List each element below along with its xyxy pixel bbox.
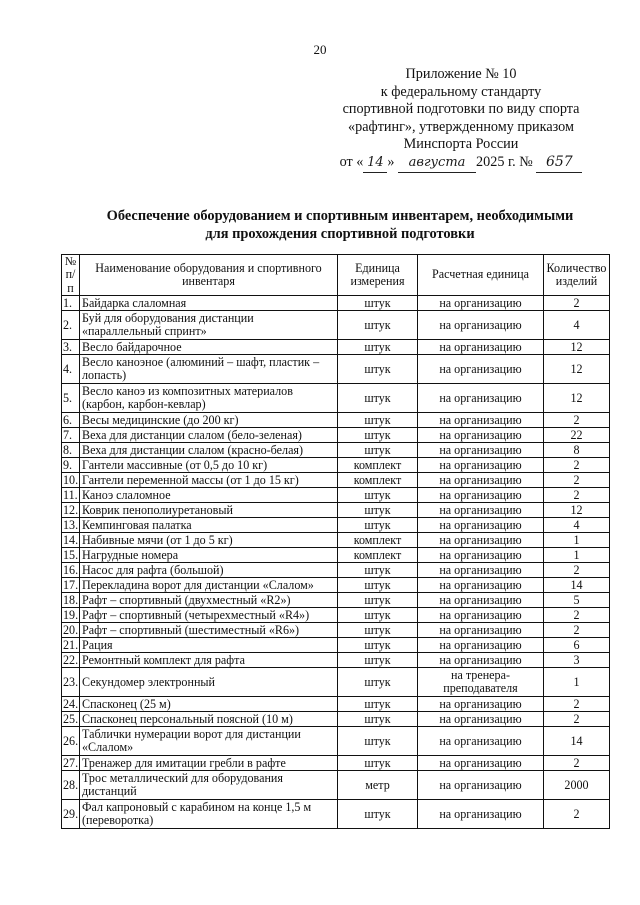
cell-qty: 2 <box>544 296 610 311</box>
appendix-line: Минспорта России <box>403 136 519 153</box>
table-row <box>62 638 610 653</box>
cell-unit: комплект <box>338 458 418 473</box>
cell-qty: 2 <box>544 458 610 473</box>
cell-unit: штук <box>338 296 418 311</box>
title-line: Обеспечение оборудованием и спортивным инвентарем, необходимыми <box>106 208 574 224</box>
cell-calc: на организацию <box>418 727 544 756</box>
cell-calc: на организацию <box>418 578 544 593</box>
cell-name: Секундомер электронный <box>80 668 338 697</box>
cell-num: 20. <box>63 622 79 637</box>
table-row <box>62 518 610 533</box>
cell-name: Тренажер для имитации гребли в рафте <box>80 756 338 771</box>
cell-qty: 1 <box>544 668 610 697</box>
cell-qty: 6 <box>544 638 610 653</box>
cell-unit: штук <box>338 653 418 668</box>
table-row <box>62 413 610 428</box>
cell-calc: на организацию <box>418 458 544 473</box>
cell-calc: на организацию <box>418 355 544 384</box>
cell-calc: на организацию <box>418 413 544 428</box>
cell-unit: штук <box>338 488 418 503</box>
cell-unit: штук <box>338 443 418 458</box>
cell-num: 1. <box>62 296 80 311</box>
cell-num: 22. <box>63 652 79 667</box>
cell-num: 18. <box>63 592 79 607</box>
cell-name: Насос для рафта (большой) <box>80 563 338 578</box>
date-year: 2025 г. № <box>476 153 533 170</box>
table-row <box>62 623 610 638</box>
cell-calc: на организацию <box>418 608 544 623</box>
cell-num: 11. <box>63 487 78 502</box>
cell-unit: штук <box>338 518 418 533</box>
cell-name: Перекладина ворот для дистанции «Слалом» <box>80 578 338 593</box>
header-qty: Количество изделий <box>544 255 610 296</box>
cell-qty: 22 <box>544 428 610 443</box>
cell-qty: 12 <box>544 340 610 355</box>
cell-num: 21. <box>63 637 79 652</box>
table-row <box>62 593 610 608</box>
table-row <box>62 443 610 458</box>
cell-num: 26. <box>62 727 80 756</box>
cell-name: Гантели массивные (от 0,5 до 10 кг) <box>80 458 338 473</box>
table-row <box>62 340 610 355</box>
table-row <box>62 668 610 697</box>
cell-calc: на организацию <box>418 771 544 800</box>
cell-name: Спасконец (25 м) <box>80 697 338 712</box>
cell-name: Рафт – спортивный (четырехместный «R4») <box>80 608 338 623</box>
cell-unit: штук <box>338 578 418 593</box>
cell-calc: на организацию <box>418 697 544 712</box>
cell-unit: штук <box>338 593 418 608</box>
cell-unit: штук <box>338 638 418 653</box>
table-row <box>62 503 610 518</box>
cell-calc: на организацию <box>418 340 544 355</box>
cell-name: Веха для дистанции слалом (бело-зеленая) <box>80 428 338 443</box>
table-row <box>62 296 610 311</box>
cell-qty: 14 <box>544 727 610 756</box>
cell-qty: 2 <box>544 488 610 503</box>
table-row <box>62 548 610 563</box>
cell-calc: на организацию <box>418 638 544 653</box>
table-row <box>62 727 610 756</box>
cell-calc: на организацию <box>418 800 544 829</box>
cell-qty: 2 <box>544 623 610 638</box>
cell-unit: штук <box>338 756 418 771</box>
cell-unit: штук <box>338 563 418 578</box>
cell-calc: на организацию <box>418 518 544 533</box>
cell-num: 10. <box>63 472 79 487</box>
cell-calc: на организацию <box>418 533 544 548</box>
appendix-line: спортивной подготовки по виду спорта <box>342 101 580 118</box>
cell-calc: на организацию <box>418 563 544 578</box>
table-row <box>62 533 610 548</box>
cell-calc: на организацию <box>418 473 544 488</box>
cell-unit: штук <box>338 413 418 428</box>
cell-num: 12. <box>63 502 79 517</box>
table-row <box>62 355 610 384</box>
cell-qty: 12 <box>544 384 610 413</box>
handwritten-month: августа <box>398 154 476 173</box>
cell-unit: комплект <box>338 473 418 488</box>
handwritten-day: 14 <box>363 154 387 173</box>
cell-qty: 12 <box>544 503 610 518</box>
cell-unit: комплект <box>338 533 418 548</box>
cell-qty: 4 <box>544 311 610 340</box>
cell-qty: 3 <box>544 653 610 668</box>
table-row <box>62 771 610 800</box>
cell-num: 6. <box>62 413 80 428</box>
date-prefix: от « <box>339 153 364 170</box>
cell-name: Рация <box>80 638 338 653</box>
cell-unit: штук <box>338 311 418 340</box>
header-unit: Единица измерения <box>338 255 418 296</box>
cell-calc: на организацию <box>418 488 544 503</box>
cell-name: Набивные мячи (от 1 до 5 кг) <box>80 533 338 548</box>
equipment-table <box>61 254 610 829</box>
appendix-line: «рафтинг», утвержденному приказом <box>348 118 574 135</box>
cell-unit: штук <box>338 697 418 712</box>
cell-name: Нагрудные номера <box>80 548 338 563</box>
cell-num: 7. <box>62 428 80 443</box>
cell-unit: штук <box>338 355 418 384</box>
cell-name: Весы медицинские (до 200 кг) <box>80 413 338 428</box>
cell-num: 2. <box>62 311 80 340</box>
cell-num: 4. <box>62 355 80 384</box>
appendix-line: Приложение № 10 <box>405 66 517 82</box>
header-calc: Расчетная единица <box>418 255 544 296</box>
table-row <box>62 712 610 727</box>
table-row <box>62 578 610 593</box>
cell-calc: на организацию <box>418 503 544 518</box>
cell-calc: на организацию <box>418 384 544 413</box>
table-row <box>62 800 610 829</box>
cell-unit: штук <box>338 712 418 727</box>
cell-qty: 1 <box>544 548 610 563</box>
handwritten-order-number: 657 <box>536 154 582 173</box>
cell-calc: на организацию <box>418 428 544 443</box>
table-row <box>62 563 610 578</box>
document-title <box>60 208 620 243</box>
cell-calc: на организацию <box>418 712 544 727</box>
cell-name: Рафт – спортивный (двухместный «R2») <box>80 593 338 608</box>
cell-name: Весло каноэ из композитных материалов (карбон, карбон-кевлар) <box>80 384 338 413</box>
cell-num: 8. <box>62 443 80 458</box>
cell-name: Кемпинговая палатка <box>80 518 338 533</box>
cell-qty: 1 <box>544 533 610 548</box>
cell-num: 15. <box>63 547 79 562</box>
date-mid: » <box>387 153 395 170</box>
cell-qty: 2 <box>544 756 610 771</box>
cell-name: Коврик пенополиуретановый <box>80 503 338 518</box>
cell-qty: 5 <box>544 593 610 608</box>
cell-num: 5. <box>62 384 80 413</box>
cell-num: 25. <box>63 711 79 726</box>
table-row <box>62 473 610 488</box>
cell-qty: 2 <box>544 413 610 428</box>
table-row <box>62 756 610 771</box>
cell-name: Фал капроновый с карабином на конце 1,5 м (переворотка) <box>80 800 338 829</box>
page-number: 20 <box>313 42 327 57</box>
cell-calc: на тренера-преподавателя <box>418 668 544 697</box>
cell-name: Рафт – спортивный (шестиместный «R6») <box>80 623 338 638</box>
cell-unit: штук <box>338 623 418 638</box>
cell-num: 27. <box>63 755 79 770</box>
cell-qty: 2 <box>544 697 610 712</box>
cell-unit: метр <box>338 771 418 800</box>
cell-unit: комплект <box>338 548 418 563</box>
table-header-row <box>62 255 610 296</box>
cell-num: 28. <box>62 771 80 800</box>
cell-qty: 2 <box>544 608 610 623</box>
cell-name: Гантели переменной массы (от 1 до 15 кг) <box>80 473 338 488</box>
cell-unit: штук <box>338 503 418 518</box>
cell-unit: штук <box>338 608 418 623</box>
table-row <box>62 428 610 443</box>
table-row <box>62 653 610 668</box>
cell-name: Весло байдарочное <box>80 340 338 355</box>
cell-qty: 4 <box>544 518 610 533</box>
cell-calc: на организацию <box>418 296 544 311</box>
order-date-line <box>320 154 602 173</box>
cell-num: 19. <box>63 607 79 622</box>
cell-unit: штук <box>338 668 418 697</box>
header-name: Наименование оборудования и спортивного инвентаря <box>80 255 338 296</box>
cell-qty: 14 <box>544 578 610 593</box>
cell-calc: на организацию <box>418 443 544 458</box>
cell-qty: 2000 <box>544 771 610 800</box>
cell-name: Буй для оборудования дистанции «параллельный спринт» <box>80 311 338 340</box>
cell-unit: штук <box>338 800 418 829</box>
table-row <box>62 311 610 340</box>
cell-unit: штук <box>338 428 418 443</box>
cell-unit: штук <box>338 384 418 413</box>
cell-qty: 8 <box>544 443 610 458</box>
cell-calc: на организацию <box>418 653 544 668</box>
cell-name: Байдарка слаломная <box>80 296 338 311</box>
appendix-header <box>320 66 602 173</box>
title-line: для прохождения спортивной подготовки <box>205 225 475 242</box>
table-body <box>62 296 610 829</box>
cell-qty: 2 <box>544 563 610 578</box>
cell-name: Спасконец персональный поясной (10 м) <box>80 712 338 727</box>
table-row <box>62 608 610 623</box>
cell-qty: 2 <box>544 473 610 488</box>
cell-num: 3. <box>62 340 80 355</box>
cell-name: Трос металлический для оборудования дистанций <box>80 771 338 800</box>
table-row <box>62 384 610 413</box>
cell-unit: штук <box>338 727 418 756</box>
cell-calc: на организацию <box>418 623 544 638</box>
header-num: № п/п <box>62 255 80 296</box>
cell-num: 13. <box>63 517 79 532</box>
cell-num: 14. <box>63 532 79 547</box>
table-row <box>62 458 610 473</box>
cell-num: 16. <box>63 562 79 577</box>
cell-name: Таблички нумерации ворот для дистанции «Слалом» <box>80 727 338 756</box>
cell-num: 17. <box>63 577 79 592</box>
cell-num: 9. <box>62 458 80 473</box>
table-row <box>62 697 610 712</box>
appendix-line: к федеральному стандарту <box>380 83 542 100</box>
cell-name: Каноэ слаломное <box>80 488 338 503</box>
table-row <box>62 488 610 503</box>
cell-qty: 12 <box>544 355 610 384</box>
cell-num: 23. <box>62 668 80 697</box>
cell-qty: 2 <box>544 712 610 727</box>
cell-name: Ремонтный комплект для рафта <box>80 653 338 668</box>
cell-calc: на организацию <box>418 311 544 340</box>
cell-name: Веха для дистанции слалом (красно-белая) <box>80 443 338 458</box>
cell-calc: на организацию <box>418 756 544 771</box>
cell-num: 29. <box>62 800 80 829</box>
cell-qty: 2 <box>544 800 610 829</box>
cell-calc: на организацию <box>418 548 544 563</box>
cell-unit: штук <box>338 340 418 355</box>
cell-calc: на организацию <box>418 593 544 608</box>
cell-name: Весло каноэное (алюминий – шафт, пластик – лопасть) <box>80 355 338 384</box>
cell-num: 24. <box>63 696 79 711</box>
